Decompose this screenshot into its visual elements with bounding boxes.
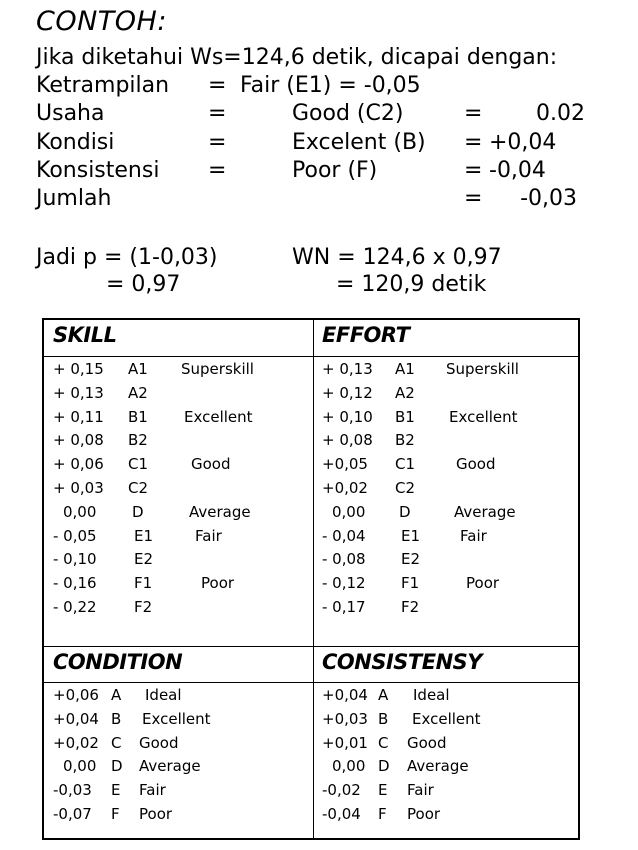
rating-label: Excellent <box>142 709 211 728</box>
factor-value: 0.02 <box>536 101 585 127</box>
rating-value: + 0,12 <box>322 383 373 402</box>
factor-equals: = <box>208 129 227 155</box>
skill-row <box>53 429 308 453</box>
rating-label: Good <box>407 733 447 752</box>
rating-code: C1 <box>395 455 416 474</box>
skill-row <box>53 548 308 572</box>
table-divider <box>44 356 578 357</box>
rating-value: +0,03 <box>322 709 368 728</box>
skill-header: SKILL <box>53 323 117 347</box>
rating-label: Good <box>456 455 496 474</box>
rating-value: +0,02 <box>322 478 368 497</box>
rating-value: +0,06 <box>53 686 99 704</box>
skill-row <box>53 406 308 430</box>
rating-value: + 0,06 <box>53 455 104 474</box>
rating-label: Superskill <box>446 360 519 378</box>
rating-code: A1 <box>128 360 148 378</box>
rating-value: - 0,12 <box>322 574 366 593</box>
condition-row <box>53 708 308 732</box>
factor-label: Ketrampilan <box>36 73 170 98</box>
rating-value: + 0,10 <box>322 407 373 426</box>
effort-row <box>322 572 577 596</box>
rating-value: -0,02 <box>322 781 361 800</box>
rating-label: Good <box>139 733 179 752</box>
effort-row <box>322 406 577 430</box>
factor-label: Usaha <box>36 101 105 127</box>
factor-equals: = <box>208 157 227 183</box>
rating-code: D <box>111 757 123 776</box>
rating-code: E2 <box>134 550 154 569</box>
rating-value: + 0,13 <box>53 383 104 402</box>
consistency-row <box>322 732 577 756</box>
condition-row <box>53 779 308 803</box>
rating-code: F2 <box>401 597 420 616</box>
rating-code: F1 <box>401 574 420 593</box>
rating-value: + 0,15 <box>53 360 104 378</box>
effort-list <box>322 358 577 620</box>
rating-value: 0,00 <box>63 757 97 776</box>
factor-equals-2: = <box>464 129 483 155</box>
rating-value: +0,01 <box>322 733 368 752</box>
rating-label: Average <box>454 502 516 521</box>
rating-value: - 0,08 <box>322 550 366 569</box>
rating-value: - 0,17 <box>322 597 366 616</box>
condition-list <box>53 684 308 827</box>
condition-header: CONDITION <box>53 650 183 674</box>
factor-equals-2: = <box>464 157 483 183</box>
factor-equals-2: = <box>464 186 483 212</box>
skill-row <box>53 572 308 596</box>
skill-row <box>53 358 308 382</box>
rating-code: C2 <box>128 478 149 497</box>
rating-code: A <box>111 686 122 704</box>
page-title: CONTOH: <box>36 6 167 37</box>
factor-description: Fair (E1) = -0,05 <box>240 73 421 98</box>
rating-value: -0,03 <box>53 781 92 800</box>
rating-value: + 0,03 <box>53 478 104 497</box>
skill-row <box>53 501 308 525</box>
factor-label: Kondisi <box>36 129 115 155</box>
rating-code: B2 <box>395 431 415 450</box>
intro-text: Jika diketahui Ws=124,6 detik, dicapai dengan: <box>36 45 558 70</box>
factor-label: Jumlah <box>36 186 112 212</box>
rating-label: Poor <box>466 574 500 593</box>
rating-code: B1 <box>395 407 415 426</box>
rating-code: A2 <box>128 383 148 402</box>
consistency-row <box>322 803 577 827</box>
rating-label: Excellent <box>412 709 481 728</box>
rating-label: Good <box>191 455 231 474</box>
rating-value: + 0,13 <box>322 360 373 378</box>
condition-row <box>53 803 308 827</box>
rating-label: Average <box>189 502 251 521</box>
rating-code: B <box>378 709 389 728</box>
rating-value: +0,02 <box>53 733 99 752</box>
table-divider <box>44 646 578 647</box>
rating-code: C <box>378 733 389 752</box>
effort-row <box>322 477 577 501</box>
rating-code: F1 <box>134 574 153 593</box>
rating-code: F2 <box>134 597 153 616</box>
rating-label: Fair <box>195 526 222 545</box>
rating-code: D <box>399 502 411 521</box>
effort-row <box>322 548 577 572</box>
rating-value: -0,04 <box>322 804 361 823</box>
factor-label: Konsistensi <box>36 157 160 183</box>
rating-value: 0,00 <box>332 502 366 521</box>
consistency-row <box>322 708 577 732</box>
p-line-1: Jadi p = (1-0,03) <box>36 245 218 270</box>
factor-equals: = <box>208 73 227 98</box>
rating-value: + 0,08 <box>53 431 104 450</box>
rating-code: E <box>111 781 121 800</box>
consistency-list <box>322 684 577 827</box>
rating-value: 0,00 <box>332 757 366 776</box>
rating-label: Fair <box>460 526 487 545</box>
rating-value: +0,04 <box>322 686 368 704</box>
rating-value: +0,04 <box>53 709 99 728</box>
skill-row <box>53 477 308 501</box>
consistency-row <box>322 755 577 779</box>
condition-row <box>53 684 308 708</box>
rating-code: A2 <box>395 383 415 402</box>
rating-code: B <box>111 709 122 728</box>
rating-code: E2 <box>401 550 421 569</box>
rating-code: C2 <box>395 478 416 497</box>
effort-row <box>322 525 577 549</box>
effort-row <box>322 453 577 477</box>
rating-label: Excellent <box>184 407 253 426</box>
rating-code: D <box>132 502 144 521</box>
wn-line-1: WN = 124,6 x 0,97 <box>292 245 502 270</box>
rating-value: - 0,04 <box>322 526 366 545</box>
condition-row <box>53 755 308 779</box>
rating-code: F <box>111 804 120 823</box>
factor-description: Poor (F) <box>292 157 378 183</box>
rating-value: + 0,08 <box>322 431 373 450</box>
allowance-table <box>42 318 580 840</box>
rating-value: - 0,16 <box>53 574 97 593</box>
rating-value: - 0,05 <box>53 526 97 545</box>
rating-code: D <box>378 757 390 776</box>
rating-label: Fair <box>407 781 434 800</box>
rating-value: - 0,22 <box>53 597 97 616</box>
skill-row <box>53 525 308 549</box>
rating-label: Average <box>407 757 469 776</box>
rating-code: B1 <box>128 407 148 426</box>
effort-row <box>322 429 577 453</box>
rating-code: B2 <box>128 431 148 450</box>
condition-row <box>53 732 308 756</box>
rating-code: E1 <box>134 526 154 545</box>
rating-value: -0,07 <box>53 804 92 823</box>
rating-code: A1 <box>395 360 415 378</box>
rating-label: Poor <box>201 574 235 593</box>
rating-label: Ideal <box>413 686 450 704</box>
factor-equals: = <box>208 101 227 127</box>
rating-label: Poor <box>139 804 173 823</box>
rating-code: C <box>111 733 122 752</box>
skill-row <box>53 453 308 477</box>
rating-value: +0,05 <box>322 455 368 474</box>
rating-label: Superskill <box>181 360 254 378</box>
rating-code: E1 <box>401 526 421 545</box>
rating-value: 0,00 <box>63 502 97 521</box>
skill-list <box>53 358 308 620</box>
effort-row <box>322 382 577 406</box>
effort-row <box>322 596 577 620</box>
rating-value: - 0,10 <box>53 550 97 569</box>
skill-row <box>53 596 308 620</box>
rating-code: E <box>378 781 388 800</box>
rating-code: C1 <box>128 455 149 474</box>
factor-equals-2: = <box>464 101 483 127</box>
skill-row <box>53 382 308 406</box>
consistency-row <box>322 779 577 803</box>
effort-row <box>322 501 577 525</box>
factor-value: +0,04 <box>489 129 557 155</box>
table-divider <box>44 682 578 683</box>
factor-value: -0,03 <box>520 186 577 212</box>
consistency-row <box>322 684 577 708</box>
rating-code: A <box>378 686 389 704</box>
rating-value: + 0,11 <box>53 407 104 426</box>
p-line-2: = 0,97 <box>106 272 181 297</box>
factor-value: -0,04 <box>489 157 546 183</box>
rating-label: Poor <box>407 804 441 823</box>
rating-label: Average <box>139 757 201 776</box>
rating-code: F <box>378 804 387 823</box>
wn-line-2: = 120,9 detik <box>336 272 487 297</box>
consistency-header: CONSISTENSY <box>322 650 482 674</box>
rating-label: Fair <box>139 781 166 800</box>
rating-label: Excellent <box>449 407 518 426</box>
table-divider-vertical <box>313 320 314 838</box>
rating-label: Ideal <box>145 686 182 704</box>
effort-row <box>322 358 577 382</box>
factor-description: Excelent (B) <box>292 129 426 155</box>
factor-description: Good (C2) <box>292 101 404 127</box>
effort-header: EFFORT <box>322 323 410 347</box>
